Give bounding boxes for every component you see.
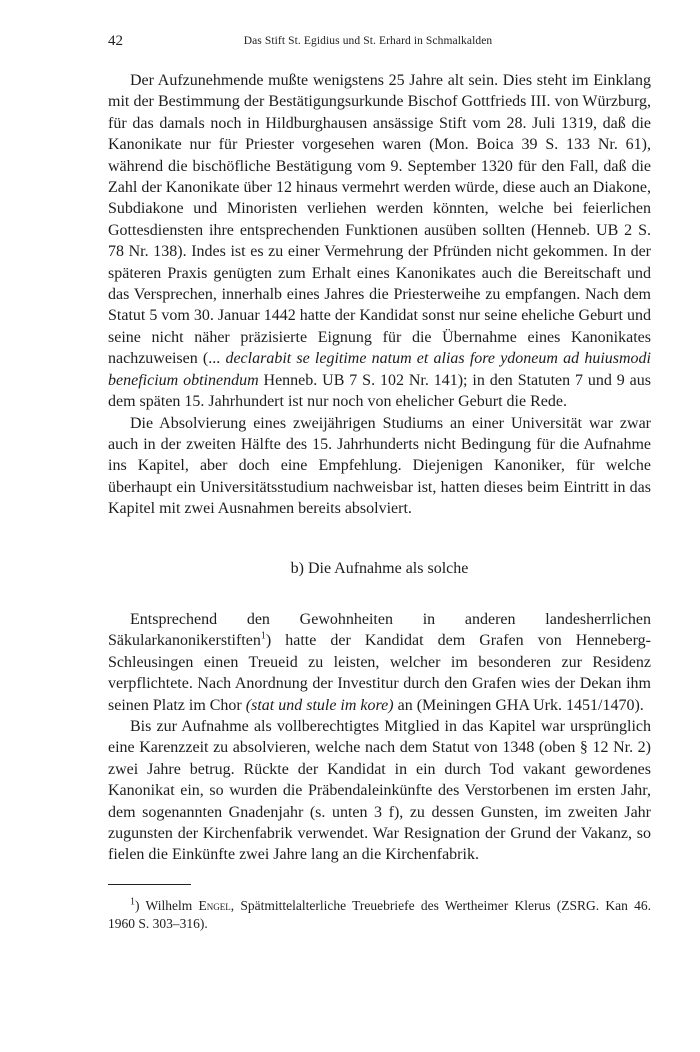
- paragraph-text: an (Meiningen GHA Urk. 1451/1470).: [393, 696, 644, 714]
- paragraph-waiting-period: Bis zur Aufnahme als vollberechtigtes Mitglied in das Kapitel war ursprünglich eine Karenzzeit zu absolvieren, welche nach dem Statut von 1348 (oben § 12 Nr. 2) zwei Jahre betrug. Rückte der Kandidat in ein durch Tod vakant gewordenes Kanonikat ein, so wurden die Präbendaleinkünfte des Verstorbenen im ersten Jahr, dem sogenannten Gnadenjahr (s. unten 3 f), zu dessen Gunsten, im zweiten Jahr zugunsten der Kirchenfabrik verwendet. War Resignation der Grund der Vakanz, so fielen die Einkünfte zwei Jahre lang an die Kirchenfabrik.: [108, 717, 651, 864]
- paragraph-admission-age: [108, 70, 651, 413]
- latin-quotation: declarabit se legitime natum et alias fore ydoneum ad huiusmodi beneficium obtinendum: [108, 350, 652, 389]
- footnote-marker: 1: [130, 896, 135, 908]
- paragraph-text: Henneb. UB 7 S. 102 Nr. 141); in den Statuten 7 und 9 aus dem späten 15. Jahrhundert ist nur noch von ehelicher Geburt die Rede.: [108, 371, 652, 411]
- paragraph-text: ) hatte der Kandidat dem Grafen von Henneberg-Schleusingen einen Treueid zu leisten, welcher im besonderen zur Residenz verpflichtete. Nach Anordnung der Investitur durch den Grafen wies der Dekan ihm seinen Platz im Chor: [108, 632, 651, 714]
- page-header: [108, 33, 628, 51]
- paragraph-oath: [108, 609, 651, 716]
- paragraph-university-study: Die Absolvierung eines zweijährigen Studiums an einer Universität war zwar auch in der zweiten Hälfte des 15. Jahrhunderts nicht Bedingung für die Aufnahme ins Kapitel, aber doch eine Empfehlung. Diejenigen Kanoniker, für welche überhaupt ein Universitätsstudium nachweisbar ist, hatten dieses beim Eintritt in das Kapitel mit zwei Ausnahmen bereits absolviert.: [108, 414, 651, 518]
- page-number: 42: [108, 33, 123, 49]
- middle-german-quotation: (stat und stule im kore): [245, 696, 394, 714]
- paragraph-text: Der Aufzunehmende mußte wenigstens 25 Jahre alt sein. Dies steht im Einklang mit der Bestimmung der Bestätigungsurkunde Bischof Gottfrieds III. von Würzburg, für das damals noch in Hildburghausen ansässige Stift vom 28. Juli 1319, daß die Kanonikate nur für Priester vorgesehen waren (Mon. Boica 39 S. 133 Nr. 61), während die bischöfliche Bestätigung vom 9. September 1320 für den Fall, daß die Zahl der Kanonikate über 12 hinaus vermehrt werden würde, diese auch an Diakone, Subdiakone und Minoristen verliehen werden könnten, welche bei feierlichen Gottesdiensten ihre entsprechenden Funktionen ausüben sollten (Henneb. UB 2 S. 78 Nr. 138). Indes ist es zu einer Vermehrung der Pfründen nicht gekommen. In der späteren Praxis genügten zum Erhalt eines Kanonikates auch die Bereitschaft und das Versprechen, innerhalb eines Jahres die Priesterweihe zu empfangen. Nach dem Statut 5 vom 30. Januar 1442 hatte der Kandidat sonst nur seine eheliche Geburt und seine nicht näher präzisierte Eignung für die Übernahme eines Kanonikates nachzuweisen (...: [108, 72, 651, 368]
- paragraph-text: Entsprechend den Gewohnheiten in anderen landesherrlichen Säkularkanonikerstiften: [108, 610, 651, 650]
- section-heading: b) Die Aufnahme als solche: [290, 559, 469, 577]
- body-text: [108, 70, 651, 933]
- footnote-reference: 1: [260, 631, 266, 643]
- footnote-text: , Spätmittelalterliche Treuebriefe des Wertheimer Klerus (ZSRG. Kan 46. 1960 S. 303–316).: [108, 897, 651, 931]
- running-title: Das Stift St. Egidius und St. Erhard in Schmalkalden: [243, 35, 493, 47]
- footnote-author-first: Wilhelm: [145, 897, 199, 913]
- footnote-divider: [108, 884, 191, 885]
- footnote-author-last: Engel: [198, 897, 231, 913]
- footnote: $^1$) Wilhelm Engel, Spätmittelalterliche Treuebriefe des Wertheimer Klerus (ZSRG. Kan 46. 1960 S. 303–316).: [108, 896, 651, 931]
